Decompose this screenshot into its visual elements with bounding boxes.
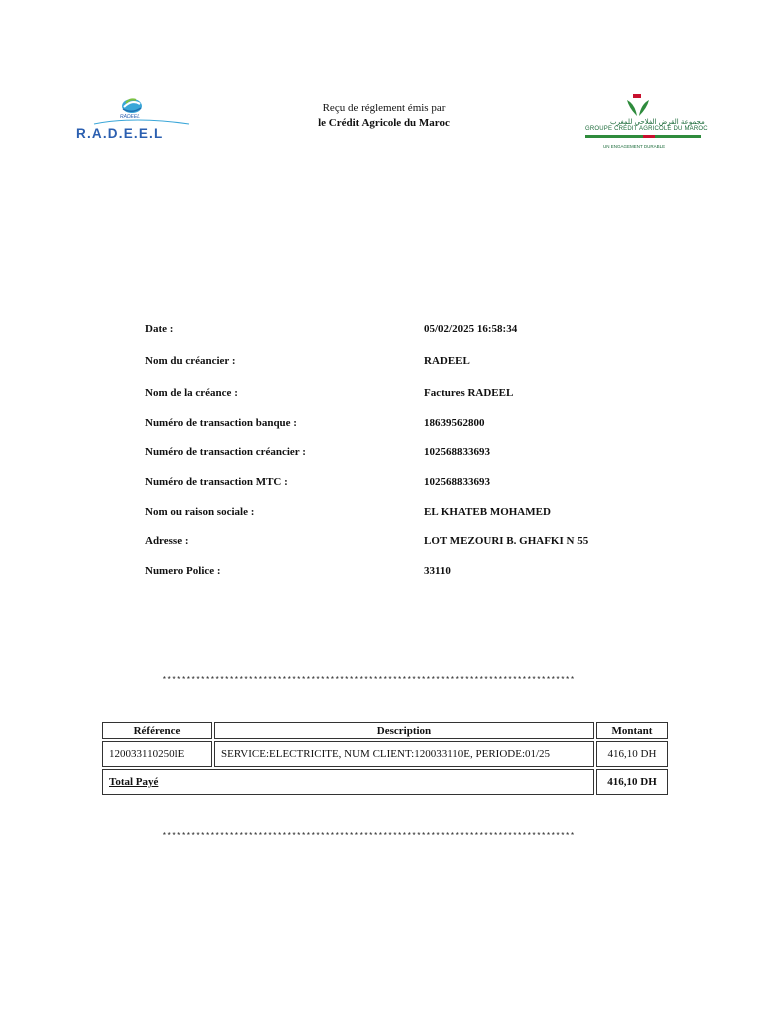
table-total-row — [102, 769, 668, 795]
detail-label: Numéro de transaction MTC : — [145, 476, 288, 488]
credit-agricole-logo-icon — [583, 92, 705, 120]
detail-label: Numéro de transaction créancier : — [145, 446, 306, 458]
detail-row-claim — [145, 387, 665, 403]
detail-label: Nom de la créance : — [145, 387, 238, 399]
credit-agricole-tagline: UN ENGAGEMENT DURABLE — [603, 144, 666, 149]
detail-value: 33110 — [424, 565, 451, 577]
detail-row-address — [145, 535, 665, 551]
detail-row-creditor-transaction — [145, 446, 665, 462]
radeel-logo-small-text: RADEEL — [120, 114, 141, 120]
detail-row-police — [145, 565, 665, 581]
receipt-title-line1: Reçu de réglement émis par — [322, 102, 446, 114]
detail-label: Numéro de transaction banque : — [145, 417, 297, 429]
detail-value: LOT MEZOURI B. GHAFKI N 55 — [424, 535, 589, 547]
column-header-description: Description — [214, 722, 594, 739]
detail-value: EL KHATEB MOHAMED — [424, 506, 551, 518]
detail-label: Adresse : — [145, 535, 189, 547]
detail-value: 102568833693 — [424, 476, 490, 488]
radeel-logo — [74, 96, 194, 146]
credit-agricole-arabic: مجموعة القرض الفلاحي للمغرب — [610, 118, 705, 126]
total-label: Total Payé — [102, 769, 594, 795]
column-header-reference: Référence — [102, 722, 212, 739]
detail-label: Numero Police : — [145, 565, 221, 577]
cell-reference: 120033110250lE — [102, 741, 212, 767]
logo-rule-red — [643, 135, 655, 138]
cell-amount: 416,10 DH — [596, 741, 668, 767]
receipt-title-line2: le Crédit Agricole du Maroc — [318, 117, 450, 129]
separator-bottom: ************************************************************************************** — [162, 832, 575, 841]
receipt-title — [250, 101, 518, 131]
radeel-logo-text: R.A.D.E.E.L — [76, 126, 164, 141]
separator-top: ************************************************************************************** — [162, 676, 575, 685]
detail-row-name — [145, 506, 665, 522]
detail-label: Nom du créancier : — [145, 355, 236, 367]
detail-label: Date : — [145, 323, 174, 335]
detail-row-creditor — [145, 355, 665, 371]
payment-table — [100, 720, 670, 797]
detail-value: RADEEL — [424, 355, 470, 367]
detail-label: Nom ou raison sociale : — [145, 506, 255, 518]
detail-value: Factures RADEEL — [424, 387, 514, 399]
credit-agricole-logo — [583, 92, 708, 152]
total-amount: 416,10 DH — [596, 769, 668, 795]
detail-value: 102568833693 — [424, 446, 490, 458]
table-row — [102, 741, 668, 767]
radeel-logo-icon — [74, 96, 194, 126]
table-header-row — [102, 722, 668, 739]
detail-value: 05/02/2025 16:58:34 — [424, 323, 518, 335]
detail-row-bank-transaction — [145, 417, 665, 433]
cell-description: SERVICE:ELECTRICITE, NUM CLIENT:120033110E, PERIODE:01/25 — [214, 741, 594, 767]
detail-value: 18639562800 — [424, 417, 485, 429]
column-header-amount: Montant — [596, 722, 668, 739]
detail-row-date — [145, 323, 665, 339]
detail-row-mtc-transaction — [145, 476, 665, 492]
credit-agricole-name: GROUPE CRÉDIT AGRICOLE DU MAROC — [585, 126, 708, 132]
